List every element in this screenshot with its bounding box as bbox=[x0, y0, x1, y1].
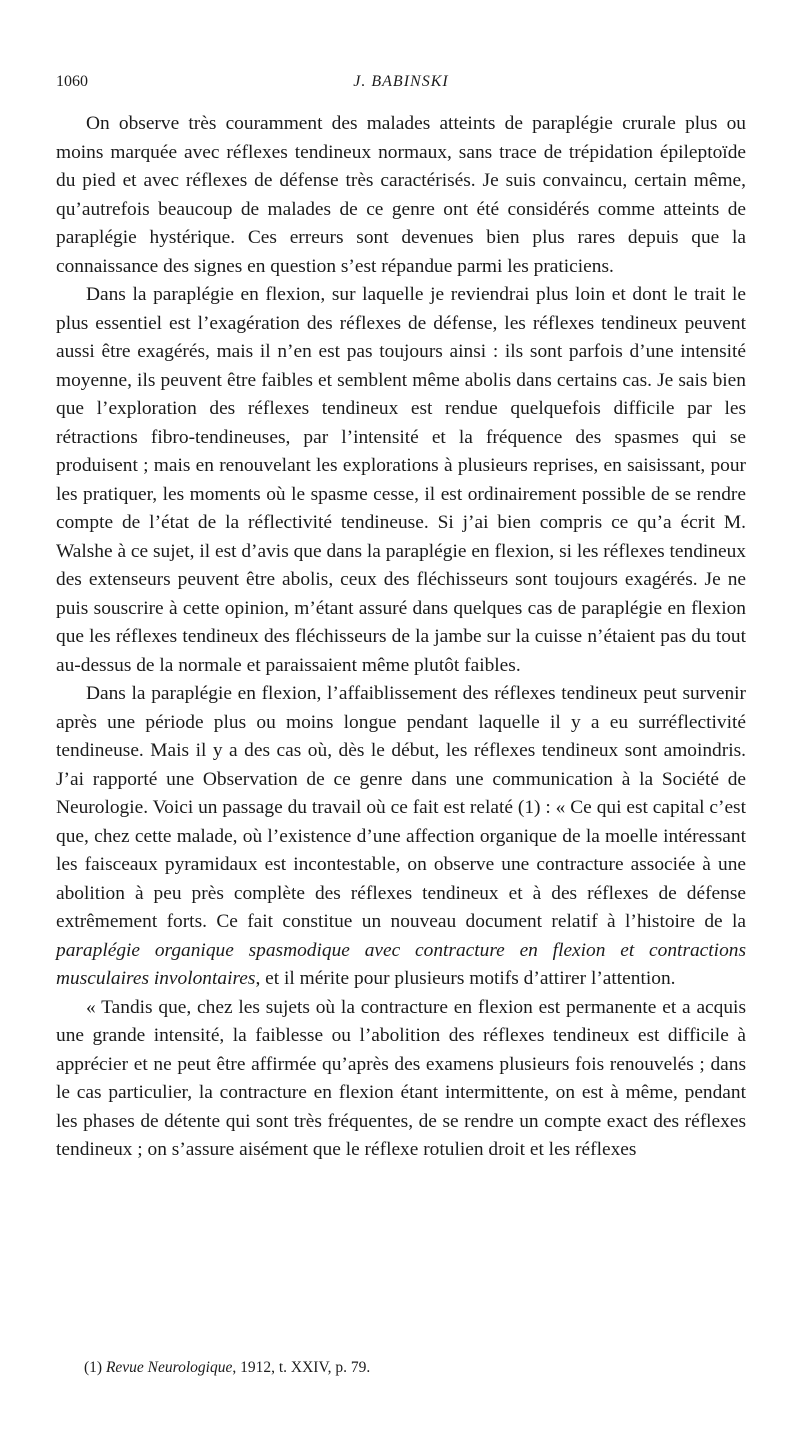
footnote-journal: Revue Neurologique bbox=[105, 1359, 233, 1376]
paragraph-text: , et il mérite pour plusieurs motifs d’attirer l’attention. bbox=[255, 968, 676, 989]
paragraph-text: Dans la paraplégie en flexion, l’affaiblissement des réflexes tendineux peut survenir après une période plus ou moins longue pendant laquelle il y a eu surréflectivité tendineuse. Mais il y a des cas où, dès le début, les réflexes tendineux sont amoindris. J’ai rapporté une Observation de ce genre dans une communication à la Société de Neurologie. Voici un passage du travail où ce fait est relaté (1) : « Ce qui est capital c’est que, chez cette malade, où l’existence d’une affection organique de la moelle intéressant les faisceaux pyramidaux est incontestable, on observe une contracture associée à une abolition à peu près complète des réflexes tendineux et à des réflexes de défense extrêmement forts. Ce fait constitue un nouveau document relatif à l’histoire de la bbox=[56, 683, 746, 932]
italic-title: paraplégie organique spasmodique avec contracture en flexion et contractions musculaires involontaires bbox=[56, 939, 746, 989]
footnote-mark: (1) bbox=[84, 1359, 106, 1376]
paragraph: Dans la paraplégie en flexion, sur laquelle je reviendrai plus loin et dont le trait le plus essentiel est l’exagération des réflexes de défense, les réflexes tendineux peuvent aussi être exagérés, mais il n’en est pas toujours ainsi : ils sont parfois d’une intensité moyenne, ils peuvent être faibles et semblent même abolis dans certains cas. Je sais bien que l’exploration des réflexes tendineux est rendue quelquefois difficile par les rétractions fibro-tendineuses, par l’intensité et la fréquence des spasmes qui se produisent ; mais en renouvelant les explorations à plusieurs reprises, en saisissant, pour les pratiquer, les moments où le spasme cesse, il est ordinairement possible de se rendre compte de l’état de la réflectivité tendineuse. Si j’ai bien compris ce qu’a écrit M. Walshe à ce sujet, il est d’avis que dans la paraplégie en flexion, si les réflexes tendineux des extenseurs peuvent être abolis, ceux des fléchisseurs sont toujours exagérés. Je ne puis souscrire à cette opinion, m’étant assuré dans quelques cas de paraplégie en flexion que les réflexes tendineux des fléchisseurs de la jambe sur la cuisse n’étaient pas du tout au-dessus de la normale et paraissaient même plutôt faibles. bbox=[56, 284, 746, 676]
footnote bbox=[84, 1358, 744, 1378]
paragraph: On observe très couramment des malades atteints de paraplégie crurale plus ou moins marquée avec réflexes tendineux normaux, sans trace de trépidation épileptoïde du pied et avec réflexes de défense très caractérisés. Je suis convaincu, certain même, qu’autrefois beaucoup de malades de ce genre ont été considérés comme atteints de paraplégie hystérique. Ces erreurs sont devenues bien plus rares depuis que la connaissance des signes en question s’est répandue parmi les praticiens. bbox=[56, 113, 746, 277]
paragraph: « Tandis que, chez les sujets où la contracture en flexion est permanente et a acquis une grande intensité, la faiblesse ou l’abolition des réflexes tendineux est difficile à apprécier et ne peut être affirmée qu’après des examens plusieurs fois renouvelés ; dans le cas particulier, la contracture en flexion étant intermittente, on est à même, pendant les phases de détente qui sont très fréquentes, de se rendre un compte exact des réflexes tendineux ; on s’assure aisément que le réflexe rotulien droit et les réflexes bbox=[56, 996, 746, 1160]
page-number: 1060 bbox=[56, 73, 88, 90]
running-head bbox=[56, 72, 746, 92]
paragraph bbox=[56, 680, 746, 994]
body-text bbox=[56, 110, 746, 1165]
running-title: J. BABINSKI bbox=[353, 73, 449, 90]
footnote-details: , 1912, t. XXIV, p. 79. bbox=[232, 1359, 371, 1376]
